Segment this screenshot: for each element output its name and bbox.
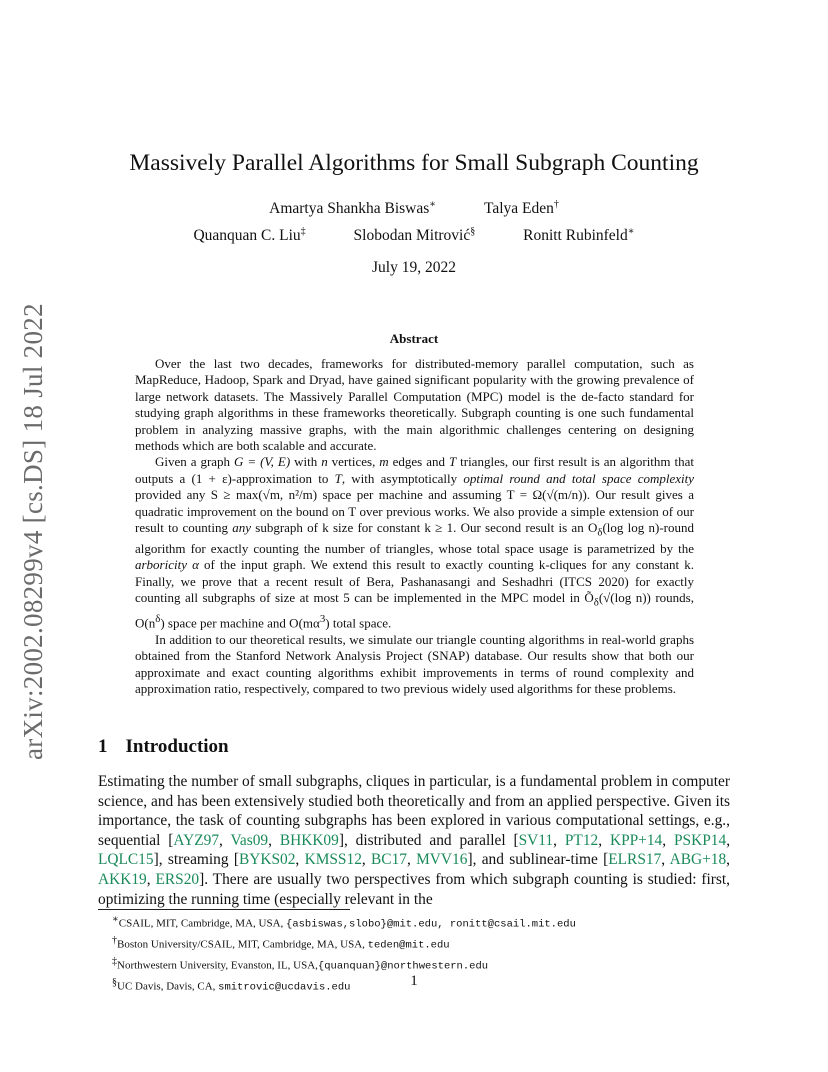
footnote: †Boston University/CSAIL, MIT, Cambridge, MA, USA, teden@mit.edu (112, 935, 450, 952)
abstract-heading: Abstract (389, 331, 439, 346)
citation-link[interactable]: LQLC15 (98, 851, 154, 869)
citation-link[interactable]: Vas09 (230, 831, 269, 849)
author-row-1 (0, 199, 828, 218)
citation-link[interactable]: PT12 (564, 831, 599, 849)
abstract-paragraph: Over the last two decades, frameworks for distributed-memory parallel computation, such as MapReduce, Hadoop, Spark and Dryad, have gained significant popularity with the growing prevalence of large network datasets. The Massively Parallel Computation (MPC) model is the de-facto standard for studying graph algorithms in these frameworks theoretically. Subgraph counting is one such fundamental problem in analyzing massive graphs, with the main algorithmic challenges centering on designing methods which are both scalable and accurate. (135, 356, 694, 454)
footnote: §UC Davis, Davis, CA, smitrovic@ucdavis.edu (112, 977, 351, 994)
citation-link[interactable]: ABG+18 (669, 851, 727, 869)
citation-link[interactable]: SV11 (518, 831, 554, 849)
footnote-rule (98, 909, 350, 910)
email-link[interactable]: {asbiswas,slobo}@mit.edu, ronitt@csail.mit.edu (286, 918, 576, 931)
citation-link[interactable]: ERS20 (155, 870, 200, 888)
citation-link[interactable]: MVV16 (416, 851, 468, 869)
author: Talya Eden† (483, 199, 559, 218)
section-heading: 1 Introduction (98, 736, 229, 757)
abstract-paragraph: In addition to our theoretical results, we simulate our triangle counting algorithms in real-world graphs obtained from the Stanford Network Analysis Project (SNAP) database. Our results show that both our approximate and exact counting algorithms exhibit improvements in terms of round complexity and approximation ratio, respectively, compared to two previous widely used algorithms for these problems. (135, 632, 694, 697)
author: Slobodan Mitrović§ (353, 226, 476, 245)
author-row-2 (0, 226, 828, 245)
paper-title: Massively Parallel Algorithms for Small Subgraph Counting (129, 150, 699, 176)
arxiv-identifier: arXiv:2002.08299v4 [cs.DS] 18 Jul 2022 (18, 303, 48, 760)
citation-link[interactable]: BC17 (371, 851, 407, 869)
citation-link[interactable]: BYKS02 (238, 851, 296, 869)
introduction-body (98, 772, 730, 909)
paper-date: July 19, 2022 (372, 259, 456, 276)
footnote: ∗CSAIL, MIT, Cambridge, MA, USA, {asbiswas,slobo}@mit.edu, ronitt@csail.mit.edu (112, 914, 576, 931)
email-link[interactable]: teden@mit.edu (367, 939, 450, 952)
abstract-body (135, 356, 694, 698)
citation-link[interactable]: AKK19 (98, 870, 147, 888)
abstract-paragraph: Given a graph G = (V, E) with n vertices, m edges and T triangles, our first result is an algorithm that outputs a (1 + ε)-approximation to T, with asymptotically optimal round and total space complexity provided any S ≥ max(√m, n²/m) space per machine and assuming T = Ω(√(m/n)). Our result gives a quadratic improvement on the bound on T over previous works. We also provide a simple extension of our result to counting any subgraph of k size for constant k ≥ 1. Our second result is an $O_\delta(\log$ log n)-round algorithm for exactly counting the number of triangles, whose total space usage is parametrized by the arboricity α of the input graph. We extend this result to exactly counting k-cliques for any constant k. Finally, we prove that a recent result of Bera, Pashanasangi and Seshadhri (ITCS 2020) for exactly counting all subgraphs of size at most 5 can be implemented in the MPC model in $Õ_\delta(√(\log$ n)) rounds, $O(n^\delta)$ space per machine and $O(m\alpha^3)$ total space. (135, 454, 695, 631)
email-link[interactable]: {quanquan}@northwestern.edu (317, 960, 489, 973)
citation-link[interactable]: KPP+14 (609, 831, 663, 849)
intro-paragraph: Estimating the number of small subgraphs, cliques in particular, is a fundamental problem in computer science, and has been extensively studied both theoretically and from an applied perspective. Given its importance, the task of counting subgraphs has been explored in various computational settings, e.g., sequential [AYZ97, Vas09, BHKK09], distributed and parallel [SV11, PT12, KPP+14, PSKP14, LQLC15], streaming [BYKS02, KMSS12, BC17, MVV16], and sublinear-time [ELRS17, ABG+18, AKK19, ERS20]. There are usually two perspectives from which subgraph counting is studied: first, optimizing the running time (especially relevant in the (98, 773, 731, 908)
citation-link[interactable]: AYZ97 (173, 831, 220, 849)
citation-link[interactable]: KMSS12 (304, 851, 362, 869)
author: Quanquan C. Liu‡ (193, 226, 306, 245)
citation-link[interactable]: ELRS17 (608, 851, 662, 869)
footnote: ‡Northwestern University, Evanston, IL, USA,{quanquan}@northwestern.edu (112, 956, 489, 973)
author: Ronitt Rubinfeld∗ (523, 226, 635, 245)
page-number: 1 (410, 973, 418, 989)
author: Amartya Shankha Biswas∗ (269, 199, 437, 218)
citation-link[interactable]: PSKP14 (674, 831, 727, 849)
email-link[interactable]: smitrovic@ucdavis.edu (218, 981, 351, 994)
citation-link[interactable]: BHKK09 (279, 831, 339, 849)
